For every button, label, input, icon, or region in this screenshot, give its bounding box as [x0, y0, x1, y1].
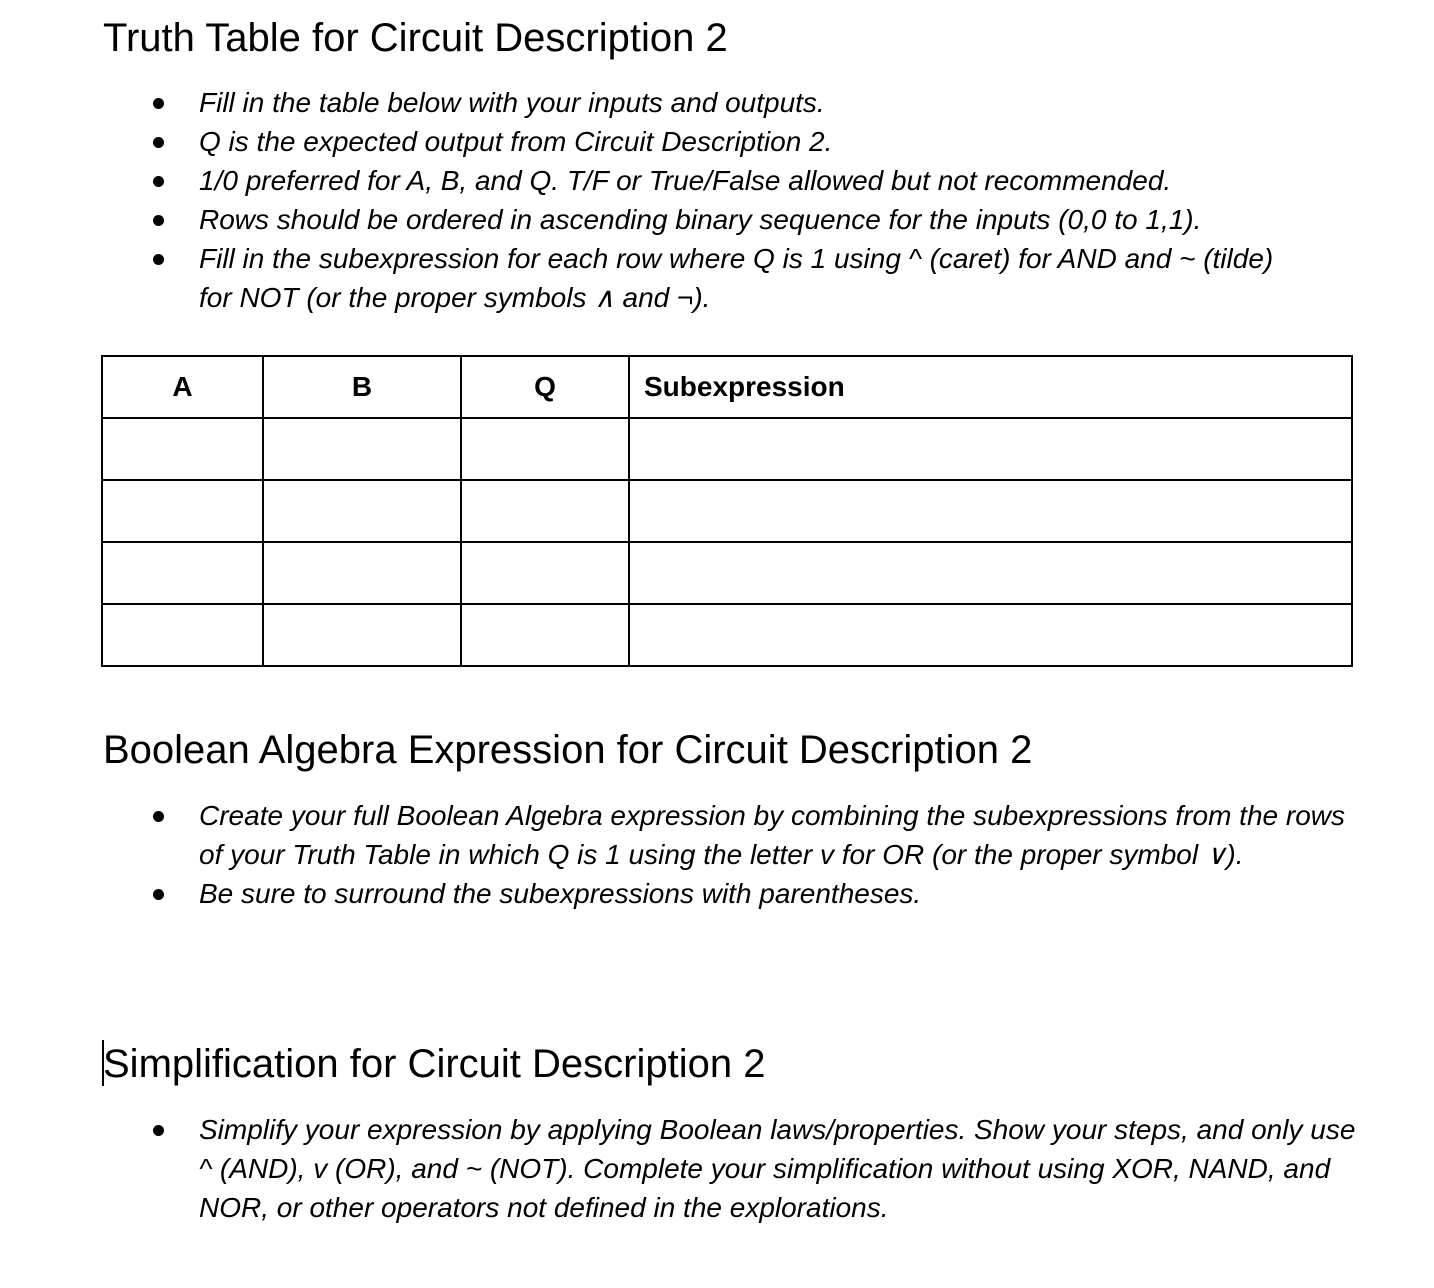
bullet-icon [153, 1125, 164, 1136]
cell-a[interactable] [102, 604, 263, 666]
table-row [102, 480, 1352, 542]
instruction-text: Rows should be ordered in ascending binary sequence for the inputs (0,0 to 1,1). [199, 204, 1202, 235]
table-row [102, 542, 1352, 604]
cell-subexpression[interactable] [629, 480, 1352, 542]
simplification-heading[interactable]: Simplification for Circuit Description 2 [103, 1042, 766, 1086]
cell-a[interactable] [102, 418, 263, 480]
bullet-icon [153, 137, 164, 148]
table-header-row [102, 356, 1352, 418]
truth-table [101, 355, 1353, 667]
cell-subexpression[interactable] [629, 604, 1352, 666]
cell-subexpression[interactable] [629, 418, 1352, 480]
bullet-icon [153, 811, 164, 822]
instruction-text: Fill in the table below with your inputs and outputs. [199, 87, 825, 118]
table-row [102, 418, 1352, 480]
bullet-icon [153, 176, 164, 187]
instruction-text: 1/0 preferred for A, B, and Q. T/F or True/False allowed but not recommended. [199, 165, 1172, 196]
column-header-a: A [102, 356, 263, 418]
bullet-icon [153, 889, 164, 900]
list-item [0, 1110, 1434, 1227]
bullet-icon [153, 98, 164, 109]
instruction-text: Q is the expected output from Circuit Description 2. [199, 126, 833, 157]
column-header-q: Q [461, 356, 629, 418]
cell-b[interactable] [263, 604, 461, 666]
bullet-icon [153, 254, 164, 265]
column-header-b: B [263, 356, 461, 418]
boolean-expression-instructions [0, 796, 1434, 913]
list-item [0, 83, 1434, 122]
cell-q[interactable] [461, 542, 629, 604]
list-item [0, 122, 1434, 161]
cell-q[interactable] [461, 480, 629, 542]
cell-a[interactable] [102, 542, 263, 604]
truth-table-heading: Truth Table for Circuit Description 2 [103, 16, 728, 60]
instruction-text: Fill in the subexpression for each row where Q is 1 using ^ (caret) for AND and ~ (tilde) for NOT (or the proper symbols ∧ and ¬). [199, 243, 1274, 313]
list-item [0, 874, 1434, 913]
cell-q[interactable] [461, 604, 629, 666]
column-header-subexpression: Subexpression [629, 356, 1352, 418]
instruction-text: Simplify your expression by applying Boolean laws/properties. Show your steps, and only use ^ (AND), v (OR), and ~ (NOT). Complete your simplification without using XOR, NAND, and NOR, or other operators not defined in the explorations. [199, 1114, 1356, 1223]
simplification-instructions [0, 1110, 1434, 1227]
list-item [0, 239, 1434, 317]
instruction-text: Be sure to surround the subexpressions with parentheses. [199, 878, 922, 909]
table-row [102, 604, 1352, 666]
cell-b[interactable] [263, 480, 461, 542]
cell-a[interactable] [102, 480, 263, 542]
boolean-expression-heading: Boolean Algebra Expression for Circuit Description 2 [103, 728, 1033, 772]
bullet-icon [153, 215, 164, 226]
list-item [0, 796, 1434, 874]
truth-table-instructions [0, 83, 1434, 317]
list-item [0, 200, 1434, 239]
instruction-text: Create your full Boolean Algebra expression by combining the subexpressions from the rows of your Truth Table in which Q is 1 using the letter v for OR (or the proper symbol ∨). [199, 800, 1346, 870]
cell-b[interactable] [263, 418, 461, 480]
list-item [0, 161, 1434, 200]
cell-b[interactable] [263, 542, 461, 604]
cell-subexpression[interactable] [629, 542, 1352, 604]
cell-q[interactable] [461, 418, 629, 480]
